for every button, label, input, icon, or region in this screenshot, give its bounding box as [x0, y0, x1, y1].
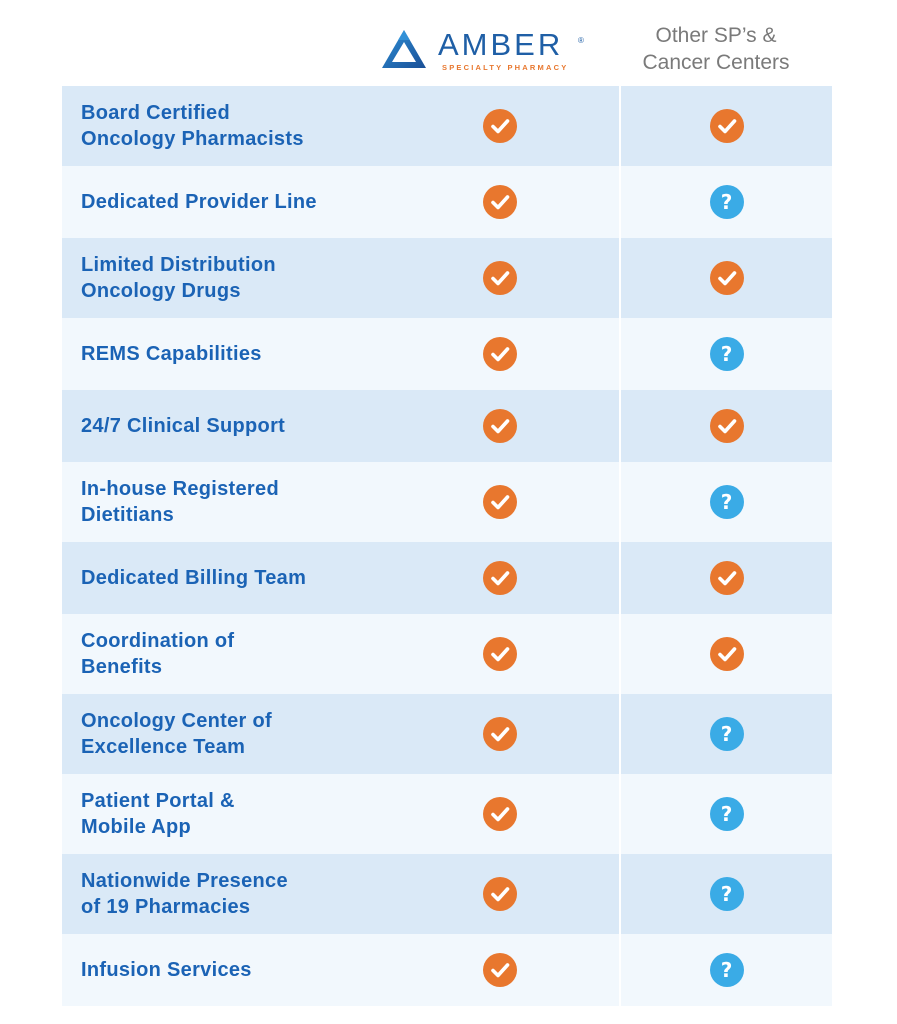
comparison-header	[0, 0, 897, 86]
feature-label: Limited Distribution Oncology Drugs	[81, 254, 276, 302]
check-icon	[483, 561, 517, 595]
amber-cell	[381, 694, 619, 774]
table-row	[62, 390, 832, 462]
table-row	[62, 462, 832, 542]
question-mark-glyph: ?	[720, 490, 733, 514]
other-cell	[621, 166, 832, 238]
question-mark-glyph: ?	[720, 882, 733, 906]
feature-label: REMS Capabilities	[81, 343, 262, 365]
amber-cell	[381, 934, 619, 1006]
check-icon	[483, 797, 517, 831]
amber-logo	[380, 26, 590, 76]
table-row	[62, 854, 832, 934]
check-icon	[710, 637, 744, 671]
other-heading-line1: Other SP’s &	[655, 24, 777, 47]
amber-cell	[381, 614, 619, 694]
brand-tagline: SPECIALTY PHARMACY	[442, 63, 569, 72]
check-icon	[483, 109, 517, 143]
question-mark-glyph: ?	[720, 342, 733, 366]
question-icon	[710, 337, 744, 371]
other-cell	[621, 390, 832, 462]
table-row	[62, 694, 832, 774]
other-cell	[621, 542, 832, 614]
amber-cell	[381, 774, 619, 854]
question-mark-glyph: ?	[720, 190, 733, 214]
check-icon	[483, 637, 517, 671]
check-icon	[483, 717, 517, 751]
amber-cell	[381, 390, 619, 462]
amber-cell	[381, 318, 619, 390]
other-cell	[621, 318, 832, 390]
check-icon	[710, 561, 744, 595]
other-cell	[621, 614, 832, 694]
table-row	[62, 774, 832, 854]
question-mark-glyph: ?	[720, 802, 733, 826]
question-mark-glyph: ?	[720, 722, 733, 746]
feature-label: In-house Registered Dietitians	[81, 478, 279, 526]
table-row	[62, 86, 832, 166]
amber-cell	[381, 166, 619, 238]
feature-label: Nationwide Presence of 19 Pharmacies	[81, 870, 288, 918]
check-icon	[710, 409, 744, 443]
other-cell	[621, 934, 832, 1006]
comparison-table	[62, 86, 832, 1006]
amber-logo-mark-icon	[380, 28, 428, 72]
amber-cell	[381, 86, 619, 166]
brand-name: AMBER	[438, 27, 564, 62]
feature-label: Infusion Services	[81, 959, 252, 981]
question-icon	[710, 877, 744, 911]
feature-label: Patient Portal & Mobile App	[81, 790, 235, 838]
feature-label: Dedicated Billing Team	[81, 567, 307, 589]
feature-label: Oncology Center of Excellence Team	[81, 710, 272, 758]
amber-cell	[381, 462, 619, 542]
registered-mark: ®	[578, 36, 584, 45]
table-row	[62, 318, 832, 390]
check-icon	[710, 109, 744, 143]
feature-label: 24/7 Clinical Support	[81, 415, 286, 437]
table-row	[62, 934, 832, 1006]
table-row	[62, 166, 832, 238]
feature-label: Dedicated Provider Line	[81, 191, 317, 213]
table-row	[62, 614, 832, 694]
question-mark-glyph: ?	[720, 958, 733, 982]
table-row	[62, 238, 832, 318]
check-icon	[483, 261, 517, 295]
other-heading-line2: Cancer Centers	[642, 51, 790, 74]
check-icon	[483, 185, 517, 219]
other-cell	[621, 854, 832, 934]
amber-cell	[381, 854, 619, 934]
check-icon	[483, 337, 517, 371]
other-cell	[621, 462, 832, 542]
question-icon	[710, 185, 744, 219]
question-icon	[710, 797, 744, 831]
check-icon	[710, 261, 744, 295]
amber-cell	[381, 238, 619, 318]
amber-cell	[381, 542, 619, 614]
question-icon	[710, 485, 744, 519]
other-providers-heading	[600, 22, 832, 76]
other-cell	[621, 86, 832, 166]
check-icon	[483, 409, 517, 443]
table-row	[62, 542, 832, 614]
question-icon	[710, 717, 744, 751]
other-cell	[621, 774, 832, 854]
feature-label: Coordination of Benefits	[81, 630, 235, 678]
check-icon	[483, 877, 517, 911]
check-icon	[483, 953, 517, 987]
question-icon	[710, 953, 744, 987]
other-cell	[621, 694, 832, 774]
check-icon	[483, 485, 517, 519]
other-cell	[621, 238, 832, 318]
feature-label: Board Certified Oncology Pharmacists	[81, 102, 304, 150]
